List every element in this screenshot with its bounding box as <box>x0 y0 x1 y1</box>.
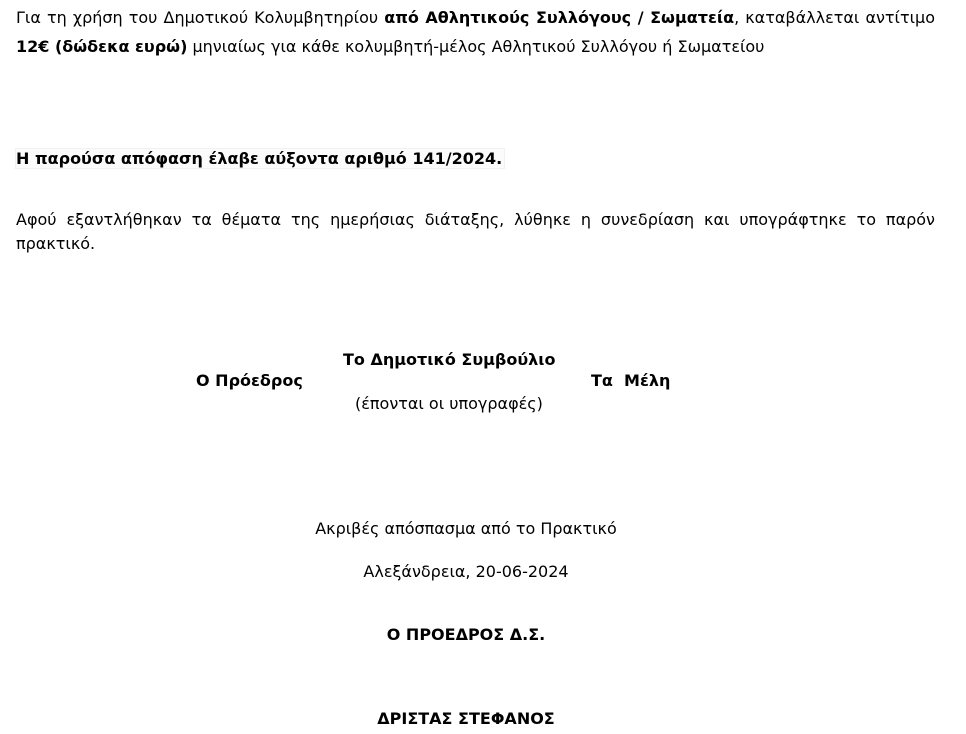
place-date: Αλεξάνδρεια, 20-06-2024 <box>363 562 569 581</box>
decision-number-paragraph <box>16 144 935 173</box>
closing-paragraph: Αφού εξαντλήθηκαν τα θέματα της ημερήσιας διάταξης, λύθηκε η συνεδρίαση και υπογράφτηκε το παρόν πρακτικό. <box>16 210 935 253</box>
exact-copy-label: Ακριβές απόσπασμα από το Πρακτικό <box>315 519 617 538</box>
pool-fee-clubs-bold: από Αθλητικούς Συλλόγους / Σωματεία <box>384 8 735 27</box>
decision-number: Η παρούσα απόφαση έλαβε αύξοντα αριθμό 141/2024. <box>16 149 503 168</box>
pool-fee-text-2: , καταβάλλεται αντίτιμο <box>734 8 935 27</box>
signatures-note: (έπονται οι υπογραφές) <box>355 394 543 413</box>
president-title: Ο ΠΡΟΕΔΡΟΣ Δ.Σ. <box>386 625 546 644</box>
president-label: Ο Πρόεδρος <box>196 371 303 390</box>
members-label: Τα Μέλη <box>591 371 671 390</box>
pool-fee-text-3: μηνιαίως για κάθε κολυμβητή-μέλος Αθλητικού Συλλόγου ή Σωματείου <box>187 37 765 56</box>
pool-fee-paragraph <box>16 3 935 61</box>
pool-fee-text-1: Για τη χρήση του Δημοτικού Κολυμβητηρίου <box>16 8 385 27</box>
president-name: ΔΡΙΣΤΑΣ ΣΤΕΦΑΝΟΣ <box>377 709 555 728</box>
council-title: Το Δημοτικό Συμβούλιο <box>343 350 556 369</box>
pool-fee-amount-bold: 12€ (δώδεκα ευρώ) <box>16 37 188 56</box>
